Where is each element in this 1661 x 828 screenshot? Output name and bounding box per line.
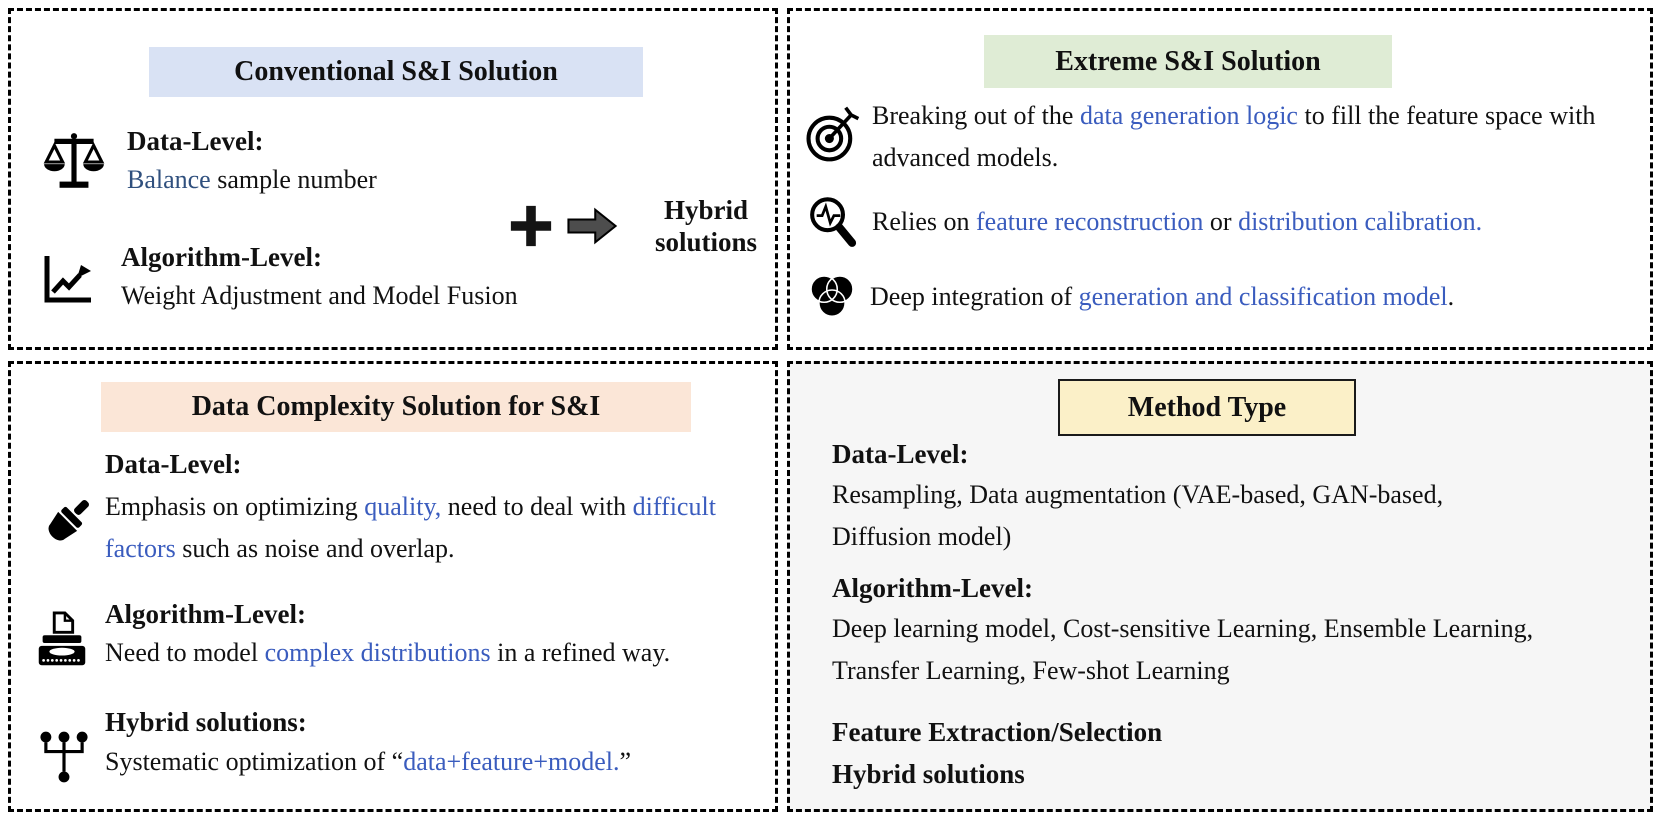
extreme-bullet-1-text: Breaking out of the data generation logic to fill the feature space with advanced models.: [872, 101, 1596, 173]
hybrid-solutions-label: Hybrid solutions: [654, 195, 758, 258]
complexity-algorithm-level-heading: Algorithm-Level:: [105, 599, 306, 629]
panel-data-complexity-solution: [8, 361, 778, 812]
method-type-title: Method Type: [1058, 379, 1356, 436]
method-algorithm-level-body: Deep learning model, Cost-sensitive Learning, Ensemble Learning, Transfer Learning, Few-shot Learning: [832, 614, 1534, 686]
target-arrow-icon: [804, 105, 862, 163]
complexity-title: Data Complexity Solution for S&I: [101, 382, 691, 432]
panel-method-type: [787, 361, 1653, 812]
hybrid-solutions-group: [508, 194, 776, 259]
extreme-bullet-2-text: Relies on feature reconstruction or distribution calibration.: [872, 206, 1483, 236]
venn-diagram-icon: [804, 269, 860, 325]
method-data-level-heading: Data-Level:: [832, 439, 969, 469]
hierarchy-tree-icon: [35, 728, 93, 786]
conventional-title: Conventional S&I Solution: [149, 47, 643, 97]
typewriter-icon: [31, 610, 93, 672]
complexity-hybrid-heading: Hybrid solutions:: [105, 707, 307, 737]
method-data-level-body: Resampling, Data augmentation (VAE-based, GAN-based, Diffusion model): [832, 480, 1444, 552]
complexity-algorithm-level-body: Need to model complex distributions in a refined way.: [105, 638, 671, 667]
extreme-bullet-1: [804, 95, 1624, 179]
paintbrush-icon: [31, 492, 97, 558]
panel-extreme-si-solution: [787, 8, 1653, 350]
method-algorithm-level-heading: Algorithm-Level:: [832, 573, 1033, 603]
complexity-data-level-heading: Data-Level:: [105, 449, 242, 479]
conventional-data-level-item: [41, 123, 377, 202]
extreme-title: Extreme S&I Solution: [984, 35, 1392, 88]
extreme-bullet-3-text: Deep integration of generation and classification model.: [870, 281, 1455, 311]
extreme-bullet-2: [804, 193, 1482, 251]
data-level-body: Balance sample number: [127, 165, 377, 195]
magnifier-pulse-icon: [804, 193, 862, 251]
right-arrow-icon: [566, 206, 618, 246]
panel-conventional-si-solution: [8, 8, 778, 350]
algorithm-level-body: Weight Adjustment and Model Fusion: [121, 281, 518, 311]
method-hybrid-solutions-heading: Hybrid solutions: [832, 759, 1025, 789]
conventional-algorithm-level-item: [37, 239, 518, 318]
algorithm-level-heading: Algorithm-Level:: [121, 242, 322, 272]
complexity-hybrid-body: Systematic optimization of “data+feature+model.”: [105, 747, 632, 776]
data-level-heading: Data-Level:: [127, 126, 264, 156]
line-chart-icon: [37, 246, 101, 310]
method-feature-extraction-heading: Feature Extraction/Selection: [832, 717, 1163, 747]
complexity-data-level-body: Emphasis on optimizing quality, need to deal with difficult factors such as noise and overlap.: [105, 492, 716, 564]
balance-scale-icon: [41, 129, 107, 195]
extreme-bullet-3: [804, 269, 1454, 325]
